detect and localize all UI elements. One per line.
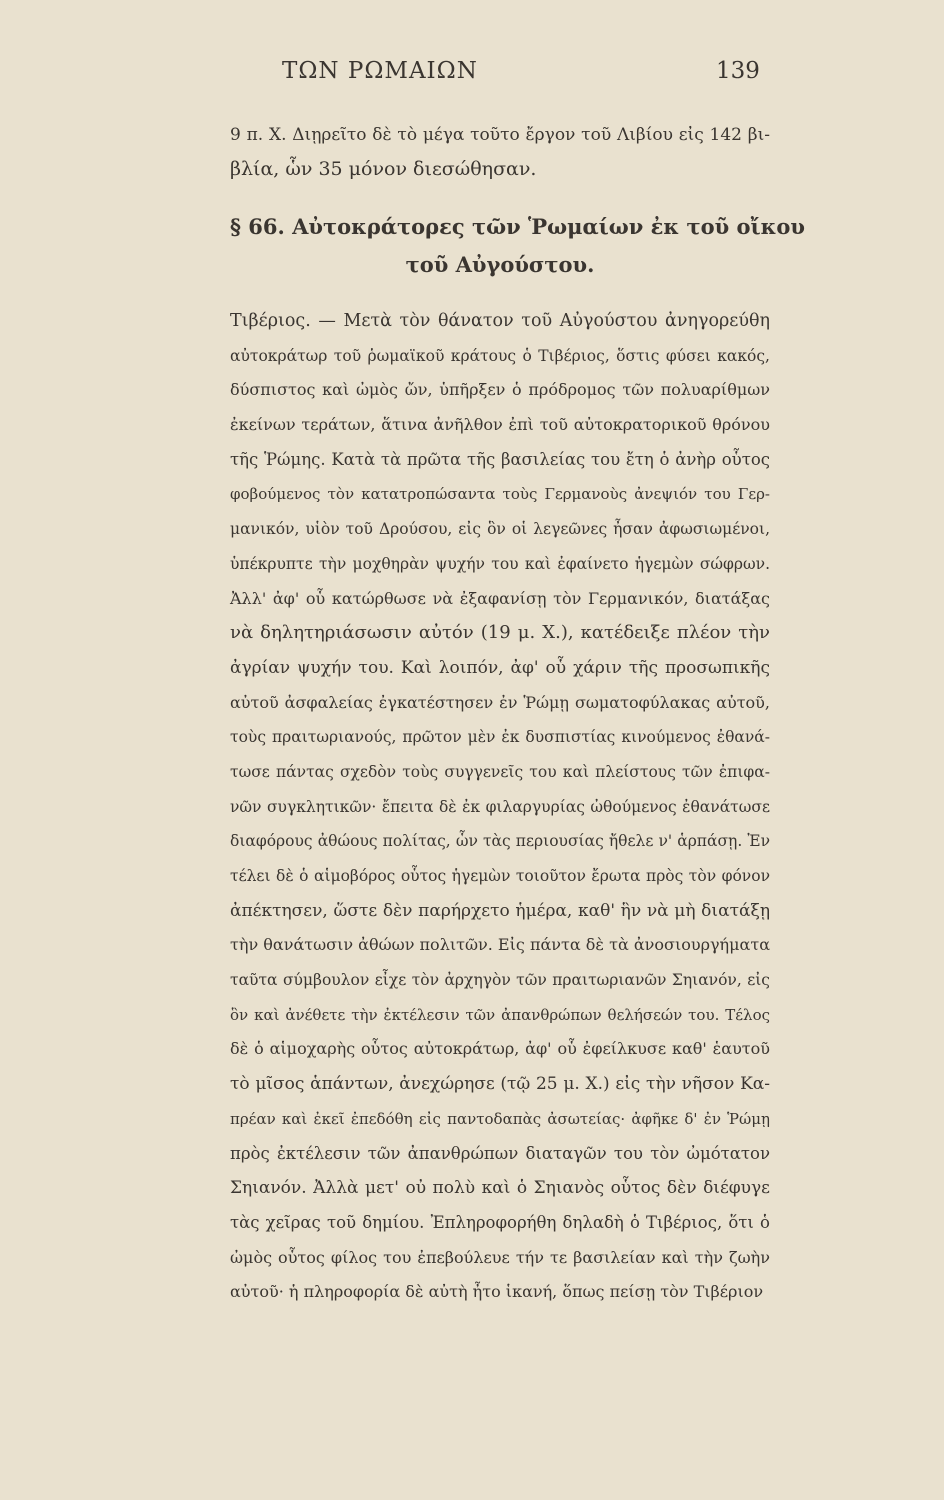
section-heading: § 66. Αὐτοκράτορες τῶν Ῥωμαίων ἐκ τοῦ οἴκου	[230, 214, 805, 239]
text-line: ἐκείνων τεράτων, ἅτινα ἀνῆλθον ἐπὶ τοῦ αὐτοκρατορικοῦ θρόνου	[230, 415, 770, 435]
section-heading-continued: τοῦ Αὐγούστου.	[405, 252, 595, 277]
text-line: Τιβέριος. — Μετὰ τὸν θάνατον τοῦ Αὐγούστου ἀνηγορεύθη	[230, 311, 770, 331]
text-line: ταῦτα σύμβουλον εἶχε τὸν ἀρχηγὸν τῶν πραιτωριανῶν Σηιανόν, εἰς	[230, 971, 770, 990]
intro-paragraph	[230, 118, 770, 186]
text-line: τῆς Ῥώμης. Κατὰ τὰ πρῶτα τῆς βασιλείας του ἔτη ὁ ἀνὴρ οὗτος	[230, 449, 770, 469]
running-title: ΤΩΝ ΡΩΜΑΙΩΝ	[282, 58, 478, 84]
text-line: μανικόν, υἱὸν τοῦ Δρούσου, εἰς ὃν οἱ λεγεῶνες ἦσαν ἀφωσιωμένοι,	[230, 520, 770, 539]
text-line: βλία, ὧν 35 μόνον διεσώθησαν.	[230, 158, 537, 180]
text-line: ἀπέκτησεν, ὥστε δὲν παρήρχετο ἡμέρα, καθ' ἣν νὰ μὴ διατάξῃ	[230, 900, 770, 921]
text-line: τὰς χεῖρας τοῦ δημίου. Ἐπληροφορήθη δηλαδὴ ὁ Τιβέριος, ὅτι ὁ	[230, 1212, 770, 1232]
text-line: νῶν συγκλητικῶν· ἔπειτα δὲ ἐκ φιλαργυρίας ὠθούμενος ἐθανάτωσε	[230, 797, 770, 816]
text-line: τὴν θανάτωσιν ἀθώων πολιτῶν. Εἰς πάντα δὲ τὰ ἀνοσιουργήματα	[230, 935, 770, 955]
text-line: δὲ ὁ αἱμοχαρὴς οὗτος αὐτοκράτωρ, ἀφ' οὗ ἐφείλκυσε καθ' ἑαυτοῦ	[230, 1039, 770, 1059]
text-line: τωσε πάντας σχεδὸν τοὺς συγγενεῖς του καὶ πλείστους τῶν ἐπιφα-	[230, 762, 770, 781]
text-line: πρέαν καὶ ἐκεῖ ἐπεδόθη εἰς παντοδαπὰς ἀσωτείας· ἀφῆκε δ' ἐν Ῥώμῃ	[230, 1109, 770, 1128]
text-line: αὐτοῦ· ἡ πληροφορία δὲ αὐτὴ ἦτο ἱκανή, ὅπως πείσῃ τὸν Τιβέριον	[230, 1282, 764, 1302]
text-line: δύσπιστος καὶ ὠμὸς ὤν, ὑπῆρξεν ὁ πρόδρομος τῶν πολυαρίθμων	[230, 380, 770, 400]
running-header	[0, 58, 944, 98]
text-line: τοὺς πραιτωριανούς, πρῶτον μὲν ἐκ δυσπιστίας κινούμενος ἐθανά-	[230, 728, 770, 747]
text-line: ὃν καὶ ἀνέθετε τὴν ἐκτέλεσιν τῶν ἀπανθρώπων θελήσεών του. Τέλος	[230, 1005, 770, 1024]
page-number: 139	[716, 58, 760, 84]
text-line: 9 π. Χ. Διῃρεῖτο δὲ τὸ μέγα τοῦτο ἔργον τοῦ Λιβίου εἰς 142 βι-	[230, 125, 770, 145]
text-line: Σηιανόν. Ἀλλὰ μετ' οὐ πολὺ καὶ ὁ Σηιανὸς οὗτος δὲν διέφυγε	[230, 1178, 770, 1199]
text-line: ὑπέκρυπτε τὴν μοχθηρὰν ψυχήν του καὶ ἐφαίνετο ἡγεμὼν σώφρων.	[230, 554, 770, 573]
text-line: Ἀλλ' ἀφ' οὗ κατώρθωσε νὰ ἐξαφανίσῃ τὸν Γερμανικόν, διατάξας	[230, 588, 770, 608]
text-line: διαφόρους ἀθώους πολίτας, ὧν τὰς περιουσίας ἤθελε ν' ἁρπάσῃ. Ἐν	[230, 832, 770, 851]
text-line: τὸ μῖσος ἁπάντων, ἀνεχώρησε (τῷ 25 μ. Χ.) εἰς τὴν νῆσον Κα-	[230, 1074, 770, 1095]
text-line: φοβούμενος τὸν κατατροπώσαντα τοὺς Γερμανοὺς ἀνεψιόν του Γερ-	[230, 485, 770, 504]
text-line: ἀγρίαν ψυχήν του. Καὶ λοιπόν, ἀφ' οὗ χάριν τῆς προσωπικῆς	[230, 657, 770, 678]
text-line: τέλει δὲ ὁ αἱμοβόρος οὗτος ἡγεμὼν τοιοῦτον ἔρωτα πρὸς τὸν φόνον	[230, 867, 770, 885]
text-line: αὐτοκράτωρ τοῦ ῥωμαϊκοῦ κράτους ὁ Τιβέριος, ὅστις φύσει κακός,	[230, 346, 770, 365]
text-line: αὐτοῦ ἀσφαλείας ἐγκατέστησεν ἐν Ῥώμῃ σωματοφύλακας αὐτοῦ,	[230, 692, 770, 712]
text-line: νὰ δηλητηριάσωσιν αὐτόν (19 μ. Χ.), κατέδειξε πλέον τὴν	[230, 622, 770, 644]
text-line: πρὸς ἐκτέλεσιν τῶν ἀπανθρώπων διαταγῶν του τὸν ὠμότατον	[230, 1143, 770, 1163]
body-paragraph	[230, 304, 770, 1310]
text-line: ὠμὸς οὗτος φίλος του ἐπεβούλευε τήν τε βασιλείαν καὶ τὴν ζωὴν	[230, 1247, 770, 1267]
